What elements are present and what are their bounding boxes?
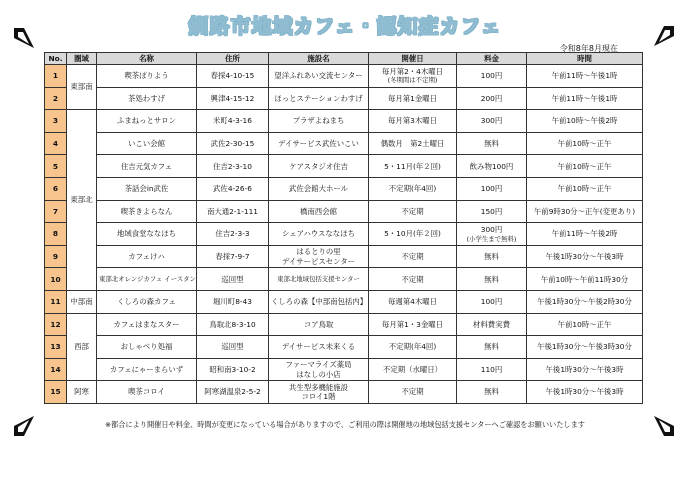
- row-number: 12: [45, 313, 67, 336]
- cafe-name: くしろの森カフェ: [97, 290, 197, 313]
- table-row: [45, 177, 643, 200]
- area-cell: 東部北: [67, 110, 97, 291]
- cafe-facility: 武佐会館大ホール: [269, 177, 369, 200]
- cafe-time: 午後1時30分〜午後3時: [527, 381, 643, 404]
- table-row: [45, 381, 643, 404]
- row-number: 7: [45, 200, 67, 223]
- area-cell: 中部南: [67, 290, 97, 313]
- cafe-time: 午後1時30分〜午後3時: [527, 358, 643, 381]
- cafe-fee: 300円: [457, 110, 527, 133]
- cafe-address: 巡回型: [197, 268, 269, 291]
- cafe-time: 午前11時〜午後2時: [527, 223, 643, 246]
- cafe-name: おしゃべり処福: [97, 336, 197, 359]
- cafe-facility: ケアスタジオ住吉: [269, 155, 369, 178]
- cafe-address: 興津4-15-12: [197, 87, 269, 110]
- cafe-fee: 無料: [457, 268, 527, 291]
- cafe-table: [44, 52, 643, 404]
- table-row: [45, 110, 643, 133]
- cafe-date: 5・10月(年２回): [369, 223, 457, 246]
- cafe-time: 午前9時30分〜正午(変更あり): [527, 200, 643, 223]
- cafe-date: 5・11月(年２回): [369, 155, 457, 178]
- cafe-facility: 東部北地域包括支援センター: [269, 268, 369, 291]
- cafe-time: 午前10時〜正午: [527, 132, 643, 155]
- table-row: [45, 358, 643, 381]
- col-header-name: 名称: [97, 53, 197, 65]
- cafe-name: 地域食堂ななほち: [97, 223, 197, 246]
- page-title: 釧路市地域カフェ・認知症カフェ: [188, 14, 502, 38]
- col-header-address: 住所: [197, 53, 269, 65]
- table-row: [45, 200, 643, 223]
- area-cell: 東部南: [67, 65, 97, 110]
- facility-line-2: はなしの小店: [296, 369, 341, 379]
- cafe-address: 春採4-10-15: [197, 65, 269, 88]
- cafe-date: 毎月第3木曜日: [369, 110, 457, 133]
- cafe-time: 午前11時〜午後1時: [527, 65, 643, 88]
- cafe-time: 午前10時〜午後2時: [527, 110, 643, 133]
- cafe-name: カフェにゃーまらいず: [97, 358, 197, 381]
- col-header-no: No.: [45, 53, 67, 65]
- cafe-name: 茶処わすげ: [97, 87, 197, 110]
- cafe-date: 毎月第1金曜日: [369, 87, 457, 110]
- cafe-fee: 無料: [457, 381, 527, 404]
- cafe-time: 午後1時30分〜午後2時30分: [527, 290, 643, 313]
- cafe-address: 巡回型: [197, 336, 269, 359]
- cafe-time: 午前11時〜午後1時: [527, 87, 643, 110]
- cafe-facility: くしろの森【中部南包括内】: [269, 290, 369, 313]
- cafe-address: 住吉2-3-3: [197, 223, 269, 246]
- cafe-facility: プラザよねまち: [269, 110, 369, 133]
- cafe-date: 不定期: [369, 268, 457, 291]
- cafe-fee: 100円: [457, 290, 527, 313]
- table-row: [45, 132, 643, 155]
- cafe-fee: 100円: [457, 65, 527, 88]
- cafe-date: 不定期（水曜日）: [369, 358, 457, 381]
- cafe-fee: 150円: [457, 200, 527, 223]
- cafe-date: 不定期: [369, 381, 457, 404]
- cafe-fee: [457, 223, 527, 246]
- col-header-time: 時間: [527, 53, 643, 65]
- fee-main: 300円: [480, 225, 503, 235]
- row-number: 6: [45, 177, 67, 200]
- facility-line-1: 共生型多機能施設: [288, 382, 349, 392]
- table-row: [45, 313, 643, 336]
- cafe-date: 不定期(年4回): [369, 177, 457, 200]
- table-row: [45, 65, 643, 88]
- date-main: 毎月第2・4木曜日: [381, 67, 444, 77]
- cafe-name: いこい会館: [97, 132, 197, 155]
- cafe-address: 阿寒湖温泉2-5-2: [197, 381, 269, 404]
- cafe-name: ふまねっとサロン: [97, 110, 197, 133]
- col-header-area: 圏域: [67, 53, 97, 65]
- cafe-fee: 無料: [457, 245, 527, 268]
- cafe-date: 毎月第1・3金曜日: [369, 313, 457, 336]
- date-note: (冬期間は不定期): [387, 76, 438, 85]
- table-header-row: [45, 53, 643, 65]
- table-row: [45, 245, 643, 268]
- cafe-time: 午前10時〜正午: [527, 177, 643, 200]
- table-row: [45, 336, 643, 359]
- cafe-address: 昭和南3-10-2: [197, 358, 269, 381]
- table-row: [45, 223, 643, 246]
- cafe-facility: シェアハウスななほち: [269, 223, 369, 246]
- as-of-date: 令和8年8月現在: [559, 44, 618, 53]
- facility-line-2: デイサービスセンター: [281, 256, 356, 266]
- row-number: 4: [45, 132, 67, 155]
- cafe-facility: 橋南西会館: [269, 200, 369, 223]
- row-number: 10: [45, 268, 67, 291]
- table-row: [45, 268, 643, 291]
- cafe-fee: 100円: [457, 177, 527, 200]
- cafe-facility: デイサービス未来くる: [269, 336, 369, 359]
- cafe-fee: 無料: [457, 336, 527, 359]
- col-header-fee: 料金: [457, 53, 527, 65]
- row-number: 9: [45, 245, 67, 268]
- tulip-icon: [12, 26, 36, 50]
- cafe-name: 東部北オレンジカフェ イースタン: [97, 268, 197, 291]
- cafe-address: 米町4-3-16: [197, 110, 269, 133]
- row-number: 2: [45, 87, 67, 110]
- facility-line-1: はるとりの里: [296, 247, 341, 257]
- cafe-date: 不定期: [369, 245, 457, 268]
- cafe-time: 午後1時30分〜午後3時30分: [527, 336, 643, 359]
- row-number: 3: [45, 110, 67, 133]
- cafe-address: 鳥取北8-3-10: [197, 313, 269, 336]
- fee-note: (小学生まで無料): [466, 234, 517, 243]
- cafe-facility: [269, 358, 369, 381]
- cafe-date: 不定期: [369, 200, 457, 223]
- col-header-date: 開催日: [369, 53, 457, 65]
- cafe-time: 午前10時〜正午: [527, 313, 643, 336]
- col-header-facility: 施設名: [269, 53, 369, 65]
- cafe-fee: 材料費実費: [457, 313, 527, 336]
- table-row: [45, 155, 643, 178]
- area-cell: 西部: [67, 313, 97, 381]
- cafe-facility: [269, 381, 369, 404]
- cafe-name: 喫茶きよらなん: [97, 200, 197, 223]
- table-row: [45, 290, 643, 313]
- cafe-fee: 無料: [457, 132, 527, 155]
- cafe-facility: ほっとステーションわすげ: [269, 87, 369, 110]
- cafe-address: 住吉2-3-10: [197, 155, 269, 178]
- cafe-address: 南大通2-1-111: [197, 200, 269, 223]
- row-number: 5: [45, 155, 67, 178]
- cafe-time: 午前10時〜正午: [527, 155, 643, 178]
- cafe-time: 午前10時〜午前11時30分: [527, 268, 643, 291]
- row-number: 1: [45, 65, 67, 88]
- area-cell: 阿寒: [67, 381, 97, 404]
- cafe-date: [369, 65, 457, 88]
- facility-line-2: コロイ1階: [301, 392, 336, 402]
- cafe-name: 住吉元気カフェ: [97, 155, 197, 178]
- cafe-address: 春採7-9-7: [197, 245, 269, 268]
- row-number: 15: [45, 381, 67, 404]
- cafe-date: 毎週第4木曜日: [369, 290, 457, 313]
- cafe-date: 不定期(年4回): [369, 336, 457, 359]
- cafe-name: カフェはまなスター: [97, 313, 197, 336]
- cafe-facility: デイサービス武佐いこい: [269, 132, 369, 155]
- footnote: ※都合により開催日や料金、時間が変更になっている場合がありますので、ご利用の際は開催地の地域包括支援センターへご確認をお願いいたします: [105, 420, 585, 429]
- cafe-facility: [269, 245, 369, 268]
- row-number: 13: [45, 336, 67, 359]
- table-row: [45, 87, 643, 110]
- cafe-fee: 110円: [457, 358, 527, 381]
- cafe-facility: コア鳥取: [269, 313, 369, 336]
- cafe-address: 武佐4-26-6: [197, 177, 269, 200]
- cafe-name: 喫茶ぽりよう: [97, 65, 197, 88]
- cafe-fee: 200円: [457, 87, 527, 110]
- facility-line-1: ファーマライズ薬局: [285, 360, 352, 370]
- tulip-icon: [652, 24, 676, 48]
- cafe-fee: 飲み物100円: [457, 155, 527, 178]
- cafe-name: 喫茶コロイ: [97, 381, 197, 404]
- row-number: 14: [45, 358, 67, 381]
- row-number: 8: [45, 223, 67, 246]
- cafe-address: 武佐2-30-15: [197, 132, 269, 155]
- cafe-facility: 望洋ふれあい交流センター: [269, 65, 369, 88]
- cafe-date: 偶数月 第2土曜日: [369, 132, 457, 155]
- cafe-name: 茶話会in武佐: [97, 177, 197, 200]
- cafe-name: カフェけハ: [97, 245, 197, 268]
- cafe-time: 午後1時30分〜午後3時: [527, 245, 643, 268]
- row-number: 11: [45, 290, 67, 313]
- cafe-address: 堀川町8-43: [197, 290, 269, 313]
